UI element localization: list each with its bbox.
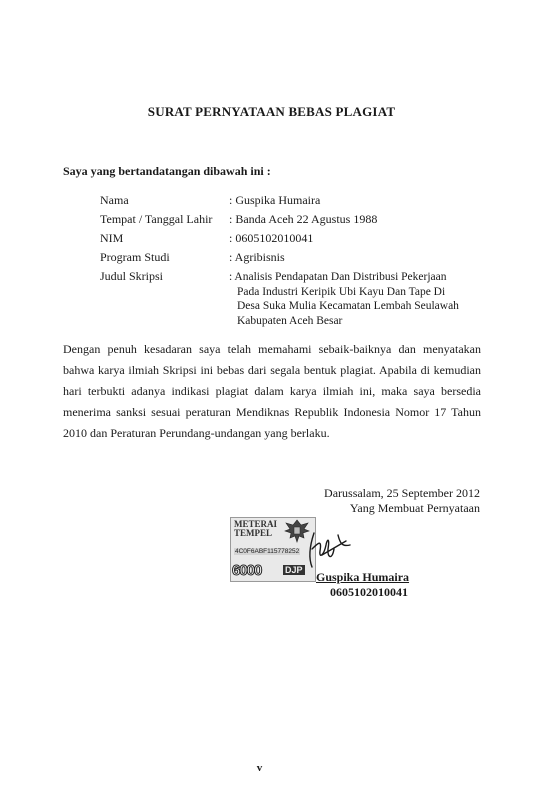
thesis-line: Desa Suka Mulia Kecamatan Lembah Seulawah: [237, 300, 459, 312]
statement-text: Dengan penuh kesadaran saya telah memahami sebaik-baiknya dan menyatakan bahwa karya ilmiah Skripsi ini bebas dari segala bentuk plagiat. Apabila di kemudian hari terbukti adanya indikasi plagiat dalam karya ilmiah ini, maka saya bersedia menerima sanksi sesuai peraturan Mendiknas Republik Indonesia Nomor 17 Tahun 2010 dan Peraturan Perundang-undangan yang berlaku.: [63, 342, 481, 440]
field-value-name: : Guspika Humaira: [229, 193, 321, 207]
signature-block: [250, 486, 480, 516]
stamp-code: 4C0F6ABF115778252: [235, 548, 300, 555]
place-date: Darussalam, 25 September 2012: [324, 486, 480, 500]
field-label-nim: NIM: [100, 231, 124, 245]
handwritten-signature-icon: [300, 525, 360, 573]
field-value-nim: : 0605102010041: [229, 231, 314, 245]
stamp-title-line: METERAI: [234, 519, 278, 529]
thesis-line: Pada Industri Keripik Ubi Kayu Dan Tape Di: [237, 285, 446, 298]
statement-paragraph: [63, 339, 481, 444]
thesis-line: Kabupaten Aceh Besar: [237, 314, 343, 327]
field-label-program: Program Studi: [100, 250, 170, 264]
intro-text: Saya yang bertandatangan dibawah ini :: [63, 164, 271, 178]
signer-role: Yang Membuat Pernyataan: [349, 501, 480, 515]
field-value-program: : Agribisnis: [229, 250, 285, 264]
field-label-name: Nama: [100, 193, 129, 207]
signer-id: 0605102010041: [330, 585, 408, 599]
field-value-thesis: [229, 270, 489, 328]
field-value-birth: : Banda Aceh 22 Agustus 1988: [229, 212, 378, 226]
page-number: v: [256, 762, 263, 774]
document-title: SURAT PERNYATAAN BEBAS PLAGIAT: [147, 104, 396, 119]
stamp-title-line: TEMPEL: [234, 528, 273, 538]
signer-name: Guspika Humaira: [316, 570, 410, 584]
field-label-thesis: Judul Skripsi: [100, 269, 164, 283]
stamp-title: [234, 520, 277, 538]
thesis-line: : Analisis Pendapatan Dan Distribusi Pekerjaan: [229, 271, 447, 283]
stamp-issuer: DJP: [285, 565, 303, 575]
field-label-birth: Tempat / Tanggal Lahir: [100, 212, 213, 226]
stamp-value: 6000: [232, 562, 262, 579]
